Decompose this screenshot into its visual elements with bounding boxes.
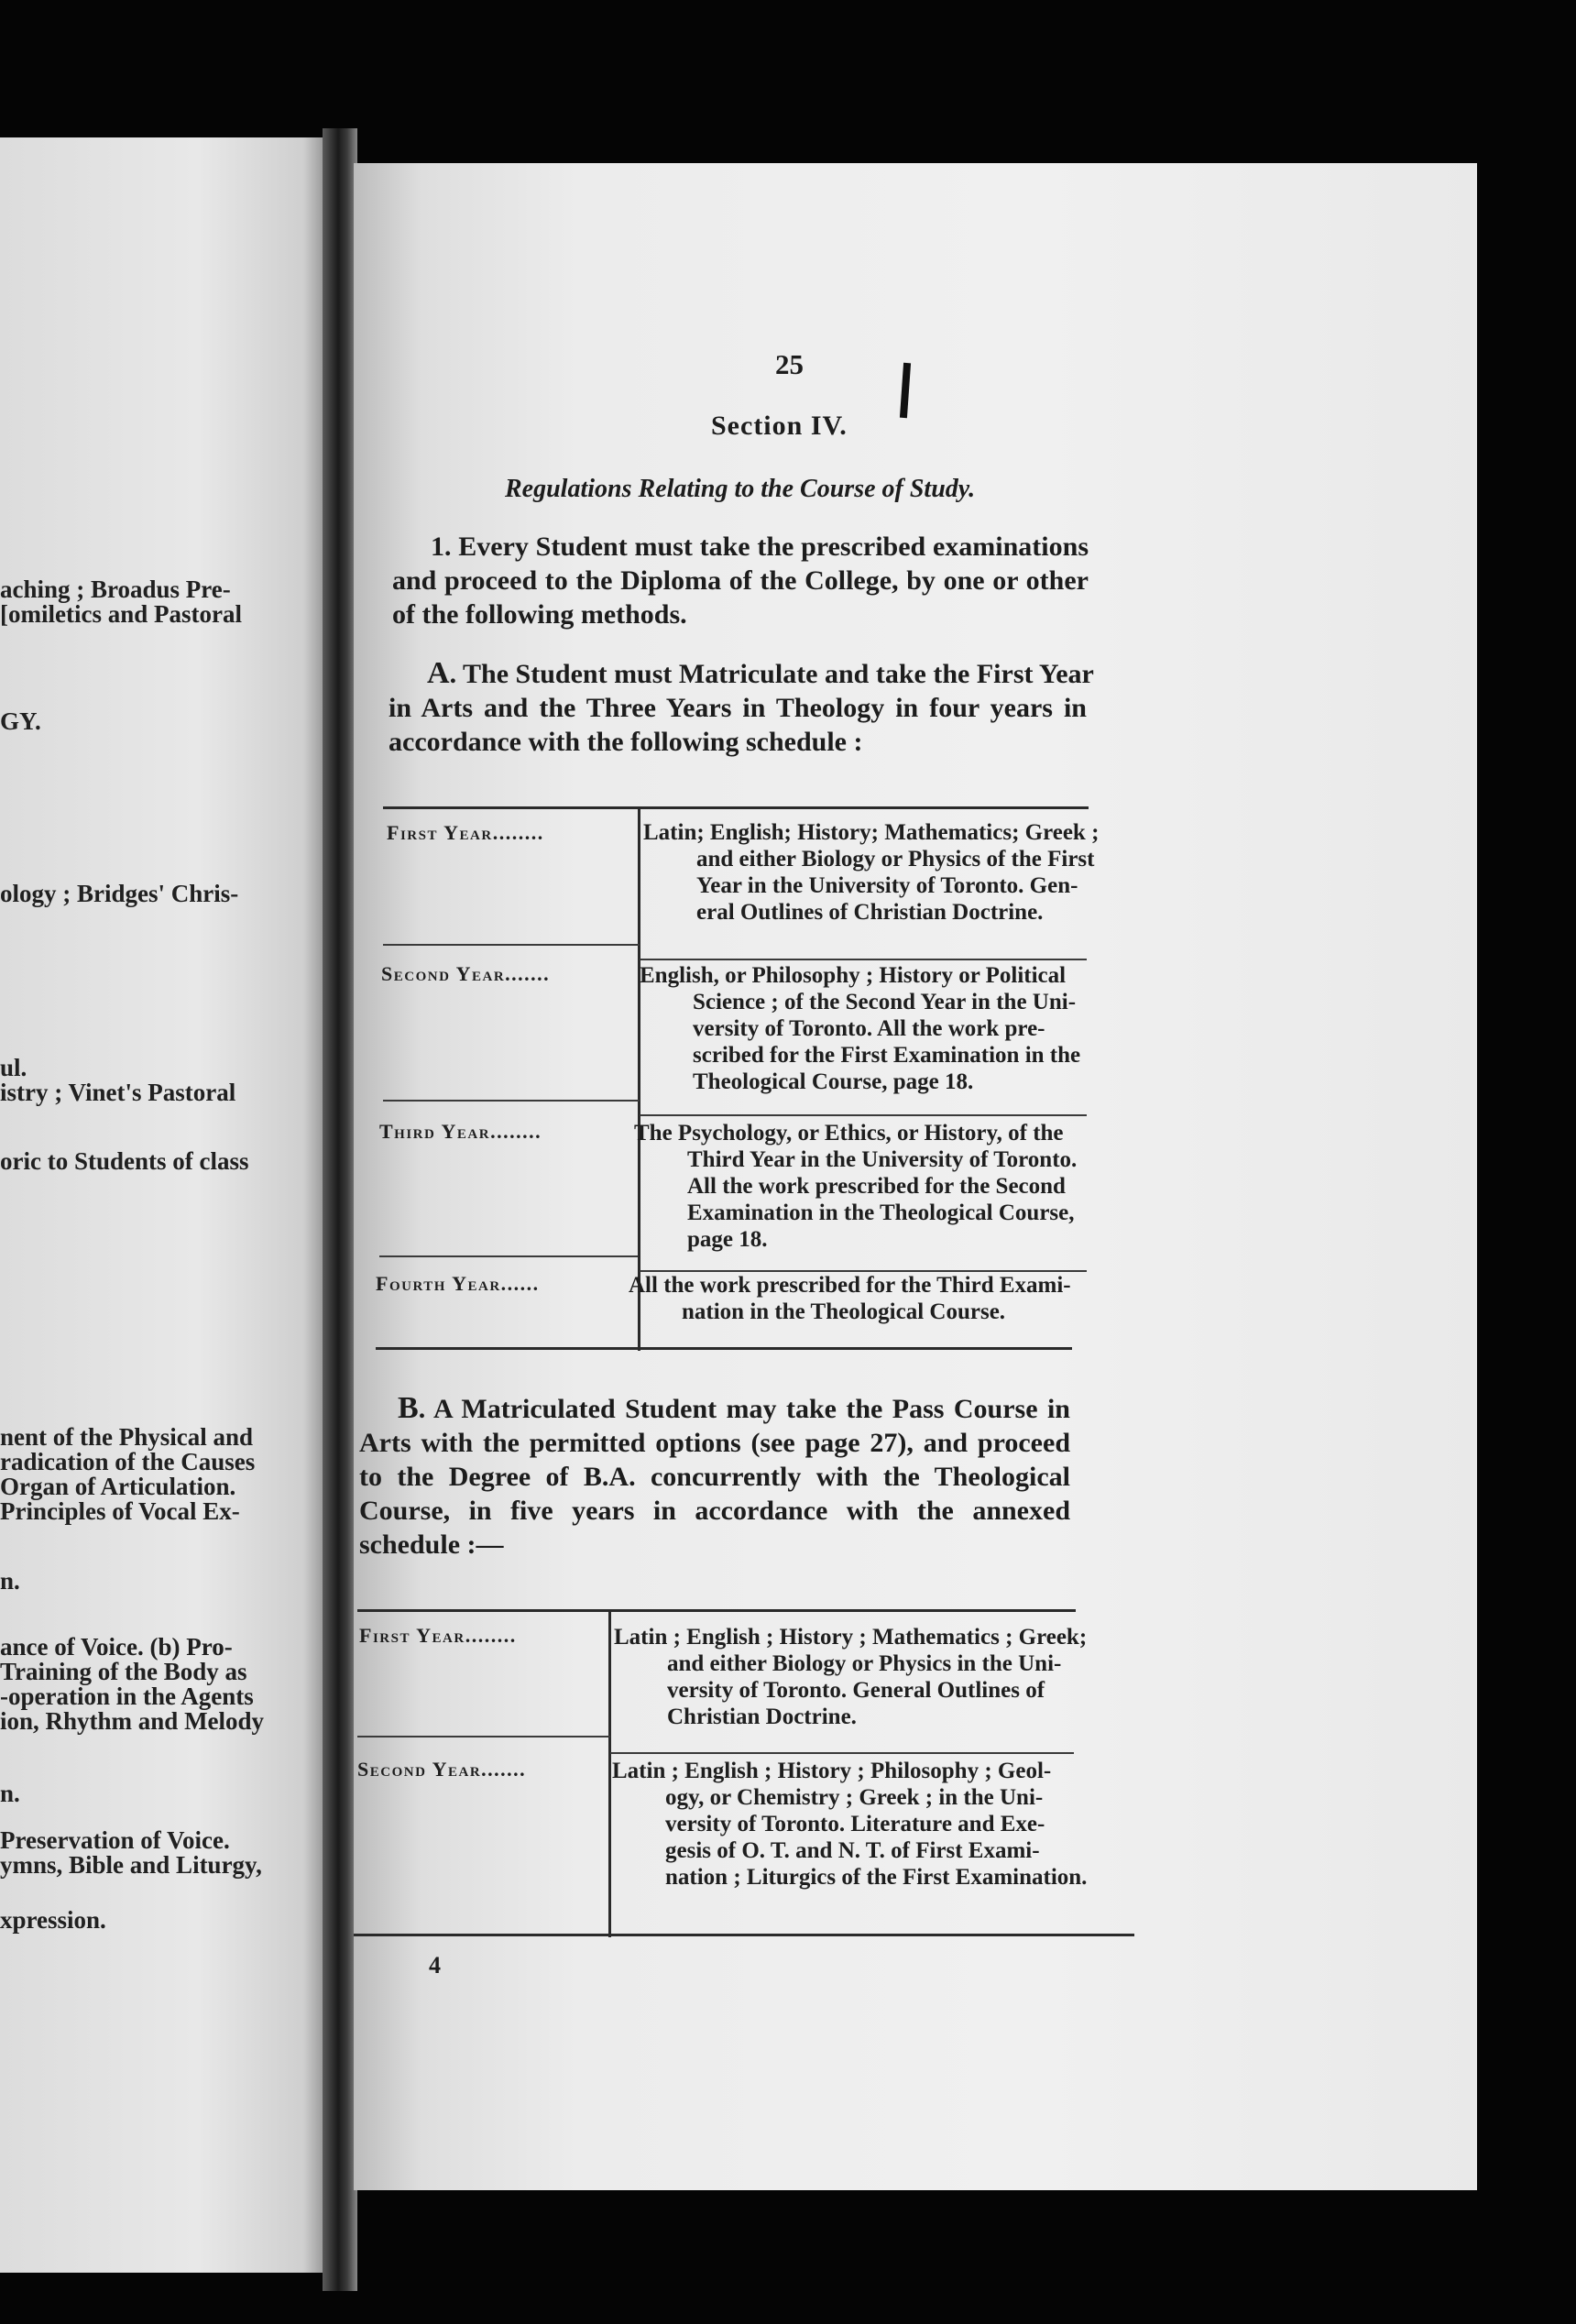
page-number: 25: [775, 348, 804, 380]
left-page-line: aching ; Broadus Pre-: [0, 576, 231, 603]
left-page-line: Organ of Articulation.: [0, 1473, 236, 1500]
schedule-year-label: First Year........: [387, 821, 544, 844]
right-page: [354, 163, 1477, 2190]
table-rule: [640, 1114, 1087, 1116]
paragraph-line: 1. Every Student must take the prescribed examinations: [431, 532, 1089, 562]
paragraph-line: in Arts and the Three Years in Theology in four years in: [389, 693, 1087, 723]
section-title: Section IV.: [711, 411, 848, 441]
schedule-year-description: Latin ; English ; History ; Philosophy ; Geol- ogy, or Chemistry ; Greek ; in the Uni- versity of Toronto. Literature and Exe- gesis of O. T. and N. T. of First Exami- nation ; Liturgics of the First Examination.: [612, 1759, 1088, 1890]
paragraph-line: and proceed to the Diploma of the College, by one or other: [392, 565, 1089, 596]
left-page-line: ion, Rhythm and Melody: [0, 1707, 265, 1735]
left-page-line: Preservation of Voice.: [0, 1826, 230, 1854]
left-page-line: -operation in the Agents: [0, 1683, 254, 1710]
paragraph-line: schedule :—: [359, 1529, 504, 1560]
left-page-line: radication of the Causes: [0, 1448, 256, 1475]
table-rule: [379, 1255, 638, 1257]
method-a-paragraph: [389, 656, 1094, 759]
method-b-paragraph: [359, 1391, 1070, 1562]
left-page-line: Principles of Vocal Ex-: [0, 1497, 240, 1525]
left-page-line: ul.: [0, 1054, 27, 1081]
table-rule: [383, 806, 1089, 809]
intro-paragraph: [392, 530, 1089, 631]
left-page-line: oric to Students of class: [0, 1147, 249, 1175]
left-page-line: ance of Voice. (b) Pro-: [0, 1633, 233, 1661]
schedule-year-label: Second Year.......: [357, 1758, 527, 1781]
regulations-heading: Regulations Relating to the Course of Study.: [505, 475, 976, 503]
method-a-letter: A: [427, 656, 450, 690]
schedule-year-label: Fourth Year......: [376, 1272, 540, 1295]
table-rule: [383, 1100, 640, 1102]
left-page: [0, 137, 330, 2273]
table-rule: [357, 1609, 1076, 1612]
left-page-line: GY.: [0, 707, 41, 735]
paragraph-line: Course, in five years in accordance with the annexed: [359, 1496, 1070, 1526]
schedule-year-description: English, or Philosophy ; History or Political Science ; of the Second Year in the Uni- versity of Toronto. All the work pre- scribed for the First Examination in the Theological Course, page 18.: [640, 963, 1081, 1094]
table-rule: [640, 959, 1087, 960]
left-page-line: nent of the Physical and: [0, 1423, 254, 1451]
table-rule: [357, 1736, 610, 1738]
schedule-year-label: Third Year........: [379, 1120, 542, 1143]
left-page-line: n.: [0, 1780, 20, 1807]
table-divider: [608, 1609, 611, 1937]
method-b-letter: B: [398, 1391, 419, 1425]
table-rule: [354, 1934, 1134, 1936]
paragraph-line: of the following methods.: [392, 599, 687, 630]
paragraph-line: . The Student must Matriculate and take the First Year: [449, 659, 1094, 689]
left-page-line: xpression.: [0, 1906, 106, 1934]
schedule-year-description: Latin ; English ; History ; Mathematics ; Greek; and either Biology or Physics in the Uni- versity of Toronto. General Outlines of Christian Doctrine.: [614, 1625, 1088, 1729]
schedule-year-description: All the work prescribed for the Third Exami- nation in the Theological Course.: [629, 1273, 1071, 1324]
paragraph-line: to the Degree of B.A. concurrently with the Theological: [359, 1462, 1070, 1492]
table-rule: [610, 1752, 1074, 1754]
left-page-line: ology ; Bridges' Chris-: [0, 880, 239, 907]
table-rule: [383, 944, 640, 946]
paragraph-line: . A Matriculated Student may take the Pass Course in: [418, 1394, 1070, 1424]
ink-mark: [900, 363, 911, 418]
schedule-year-label: First Year........: [359, 1624, 517, 1647]
book-gutter: [323, 128, 357, 2291]
left-page-line: Training of the Body as: [0, 1658, 247, 1685]
schedule-year-description: The Psychology, or Ethics, or History, of the Third Year in the University of Toronto. All the work prescribed for the Second Examination in the Theological Course, page 18.: [634, 1121, 1078, 1252]
signature-mark: 4: [429, 1952, 441, 1979]
left-page-line: n.: [0, 1567, 20, 1595]
schedule-year-label: Second Year.......: [381, 962, 551, 985]
paragraph-line: Arts with the permitted options (see page 27), and proceed: [359, 1428, 1070, 1458]
schedule-year-description: Latin; English; History; Mathematics; Greek ; and either Biology or Physics of the First Year in the University of Toronto. Gen- eral Outlines of Christian Doctrine.: [643, 820, 1100, 925]
table-rule: [376, 1347, 1072, 1350]
left-page-line: ymns, Bible and Liturgy,: [0, 1851, 262, 1879]
left-page-line: [omiletics and Pastoral: [0, 600, 242, 628]
paragraph-line: accordance with the following schedule :: [389, 727, 863, 757]
left-page-line: istry ; Vinet's Pastoral: [0, 1079, 236, 1106]
